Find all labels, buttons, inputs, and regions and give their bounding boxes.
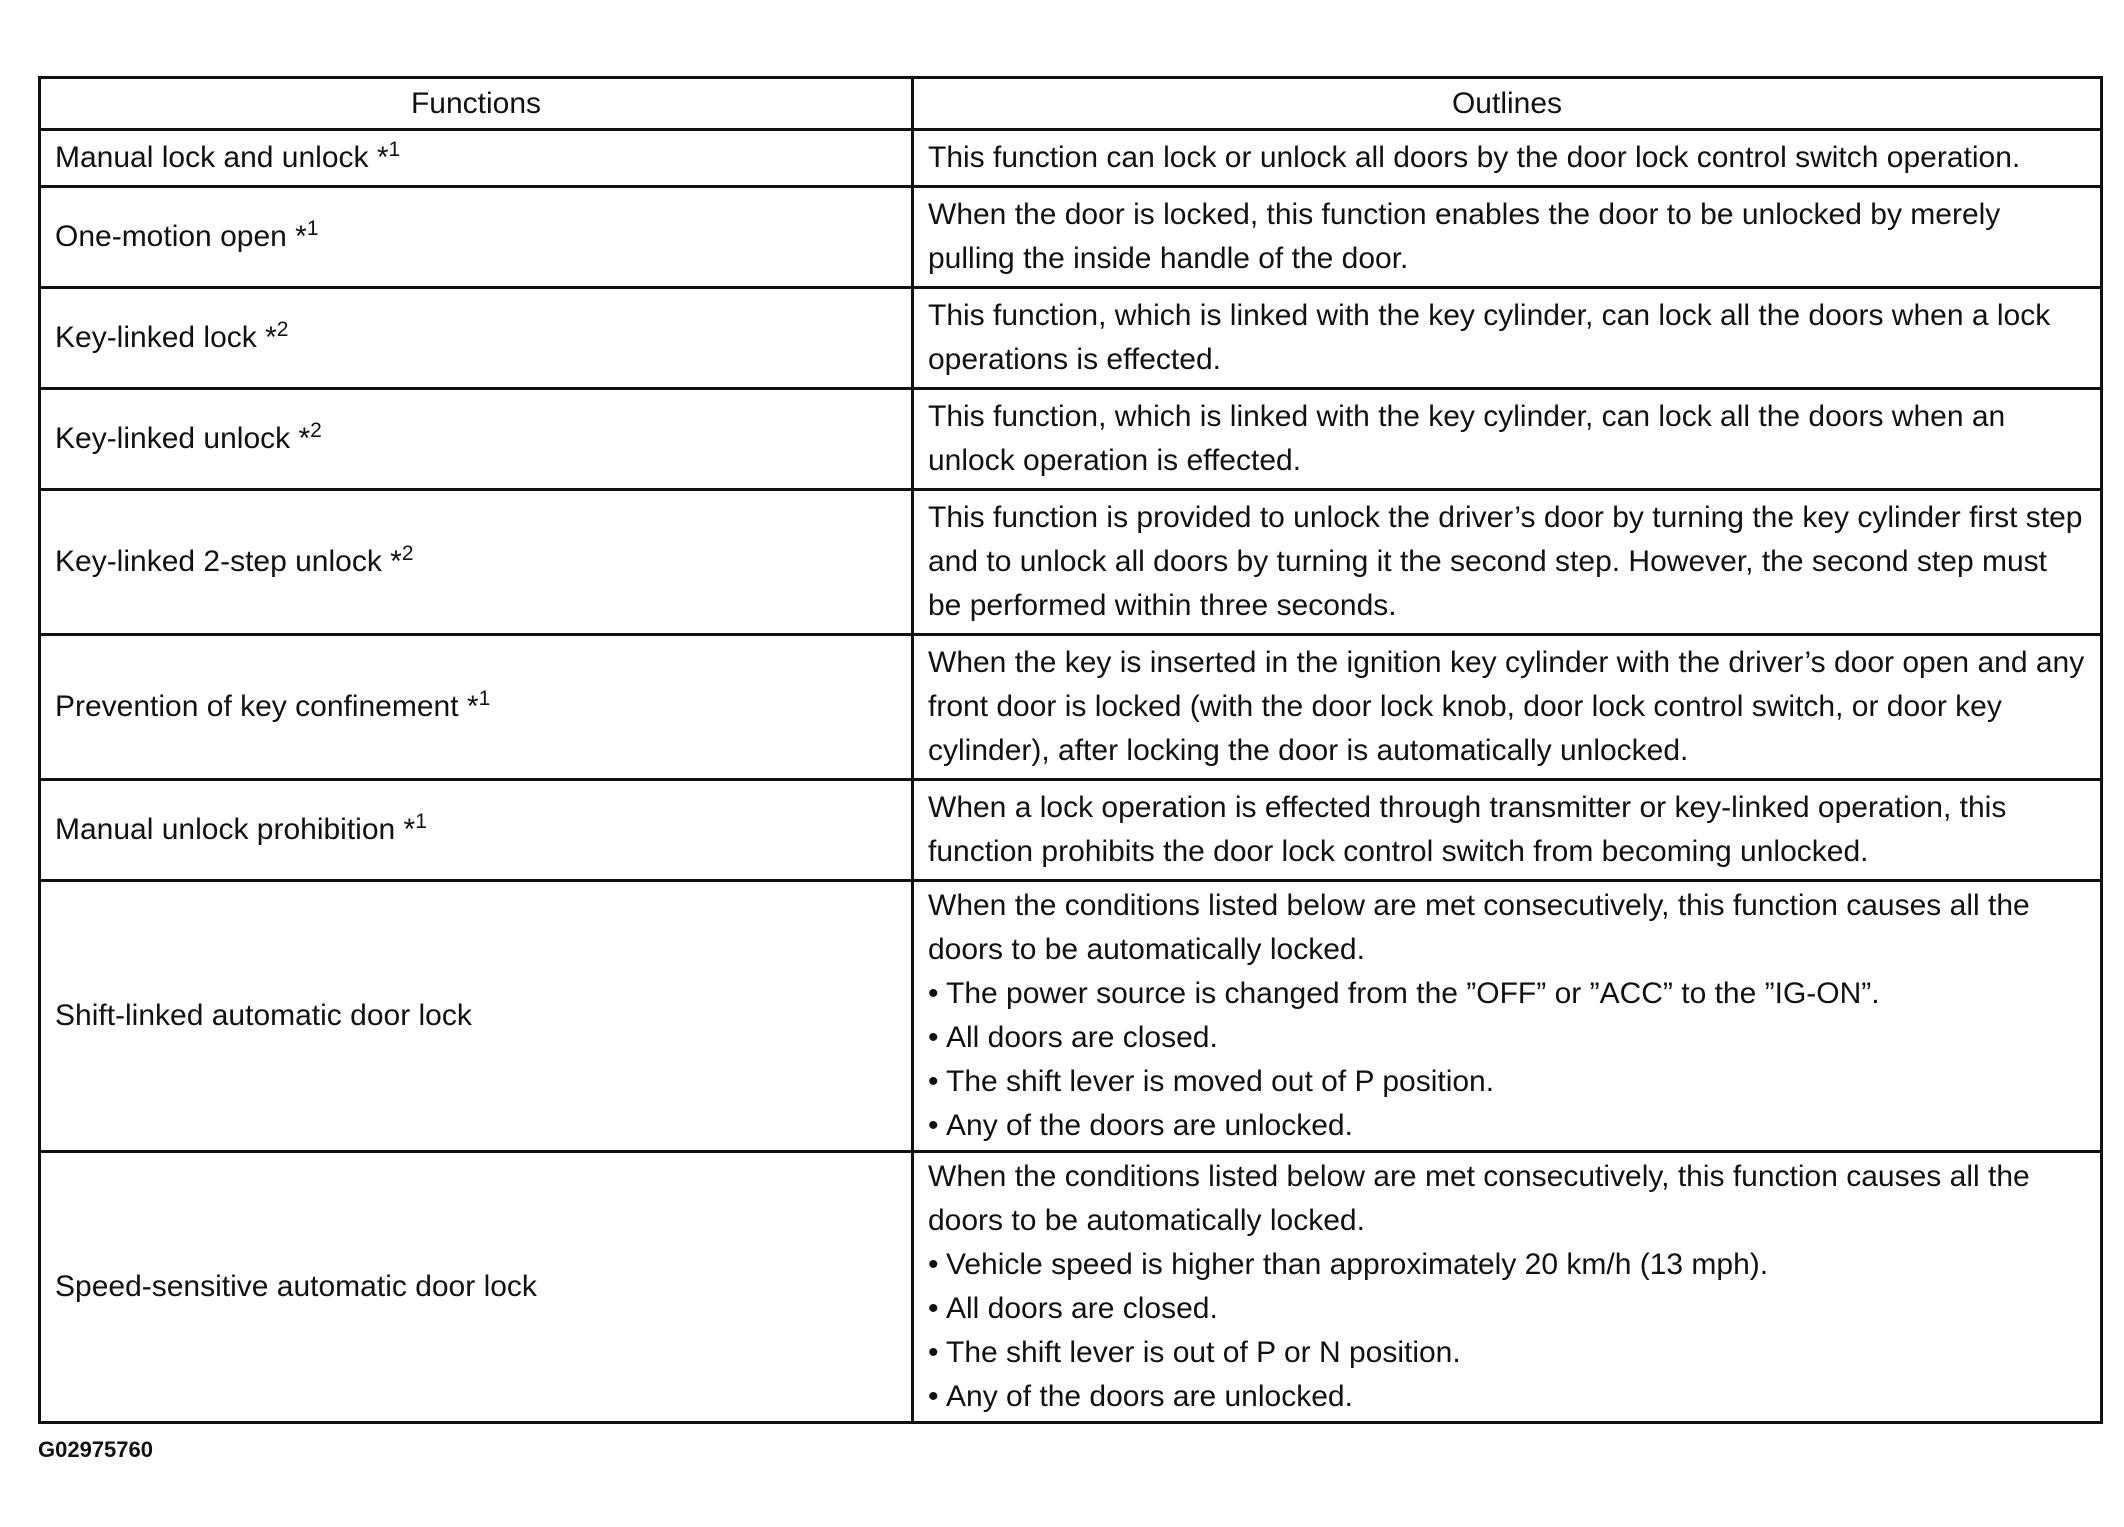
condition-item: • Any of the doors are unlocked.	[928, 1375, 2086, 1419]
function-cell	[40, 881, 913, 1152]
condition-item: • The shift lever is out of P or N position.	[928, 1331, 2086, 1375]
outline-cell: When the door is locked, this function enables the door to be unlocked by merely pulling the inside handle of the door.	[913, 187, 2102, 288]
outline-intro: When the conditions listed below are met consecutively, this function causes all the doors to be automatically locked.	[928, 1160, 2030, 1237]
outline-cell	[913, 881, 2102, 1152]
header-functions: Functions	[40, 78, 913, 130]
function-name: Manual unlock prohibition *	[55, 813, 416, 846]
condition-item: • The shift lever is moved out of P position.	[928, 1060, 2086, 1104]
footnote-marker: 2	[276, 318, 289, 341]
outline-cell: When the key is inserted in the ignition key cylinder with the driver’s door open and any front door is locked (with the door lock knob, door lock control switch, or door key cylinder), after locking the door is automatically unlocked.	[913, 635, 2102, 780]
condition-item: • All doors are closed.	[928, 1287, 2086, 1331]
footnote-marker: 1	[415, 810, 427, 833]
table-row	[40, 780, 2102, 881]
table-header-row	[40, 78, 2102, 130]
footnote-marker: 1	[306, 217, 319, 240]
function-cell	[40, 187, 913, 288]
footnote-marker: 2	[401, 542, 414, 565]
condition-item: • All doors are closed.	[928, 1016, 2086, 1060]
function-cell	[40, 1152, 913, 1423]
condition-item: • Any of the doors are unlocked.	[928, 1104, 2086, 1148]
footnote-marker: 1	[478, 687, 491, 710]
table-row	[40, 635, 2102, 780]
function-name: Manual lock and unlock *	[55, 141, 389, 174]
function-cell	[40, 288, 913, 389]
functions-outlines-table	[38, 76, 2103, 1424]
outline-cell	[913, 1152, 2102, 1423]
function-cell	[40, 635, 913, 780]
outline-cell: This function is provided to unlock the driver’s door by turning the key cylinder first step and to unlock all doors by turning it the second step. However, the second step must be performed within three seconds.	[913, 490, 2102, 635]
function-name: Prevention of key confinement *	[55, 690, 479, 723]
function-cell	[40, 389, 913, 490]
table-row	[40, 130, 2102, 187]
function-cell	[40, 130, 913, 187]
condition-item: • The power source is changed from the ”OFF” or ”ACC” to the ”IG-ON”.	[928, 972, 2086, 1016]
function-name: Key-linked lock *	[55, 321, 277, 354]
table-row	[40, 389, 2102, 490]
outline-cell: When a lock operation is effected through transmitter or key-linked operation, this function prohibits the door lock control switch from becoming unlocked.	[913, 780, 2102, 881]
outline-cell: This function, which is linked with the key cylinder, can lock all the doors when a lock operations is effected.	[913, 288, 2102, 389]
function-name: One-motion open *	[55, 220, 307, 253]
table-row	[40, 187, 2102, 288]
function-name: Speed-sensitive automatic door lock	[55, 1270, 537, 1303]
function-name: Shift-linked automatic door lock	[55, 999, 472, 1032]
function-name: Key-linked unlock *	[55, 422, 311, 455]
table-row	[40, 490, 2102, 635]
footnote-marker: 2	[310, 419, 322, 442]
function-name: Key-linked 2-step unlock *	[55, 545, 402, 578]
function-cell	[40, 490, 913, 635]
header-outlines: Outlines	[913, 78, 2102, 130]
function-cell	[40, 780, 913, 881]
table-row	[40, 288, 2102, 389]
condition-list	[928, 1243, 2086, 1419]
footnote-marker: 1	[388, 138, 401, 161]
outline-intro: When the conditions listed below are met consecutively, this function causes all the doors to be automatically locked.	[928, 889, 2030, 966]
condition-item: • Vehicle speed is higher than approximately 20 km/h (13 mph).	[928, 1243, 2086, 1287]
table-row	[40, 881, 2102, 1152]
condition-list	[928, 972, 2086, 1148]
outline-cell: This function can lock or unlock all doors by the door lock control switch operation.	[913, 130, 2102, 187]
figure-code: G02975760	[38, 1437, 153, 1462]
outline-cell: This function, which is linked with the key cylinder, can lock all the doors when an unlock operation is effected.	[913, 389, 2102, 490]
table-row	[40, 1152, 2102, 1423]
